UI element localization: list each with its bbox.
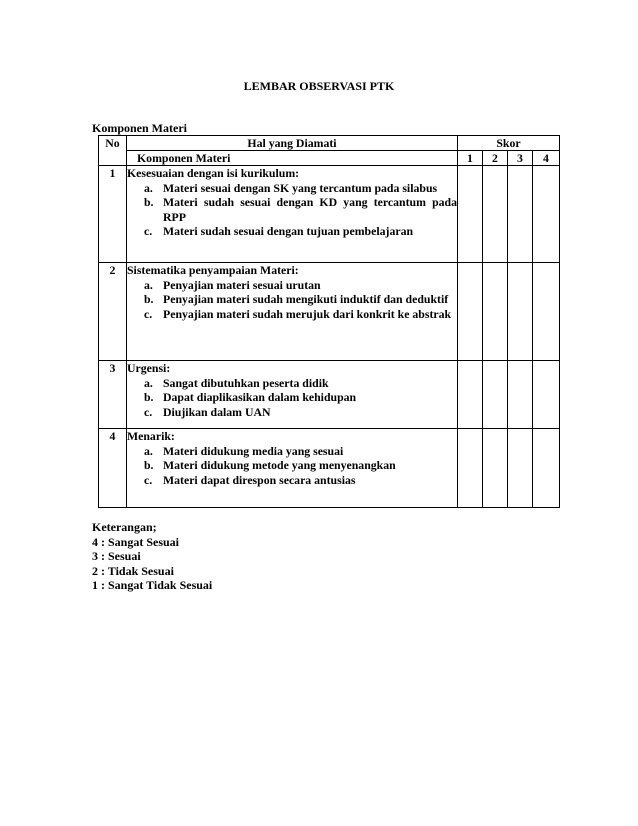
row-content [127,361,458,429]
header-score-1: 1 [458,151,483,166]
table-row [99,361,560,429]
row-heading: Sistematika penyampaian Materi: [127,263,299,277]
item-text: Materi didukung metode yang menyenangkan [163,458,396,472]
score-cell-4[interactable] [533,166,560,263]
list-item [127,458,457,473]
item-text: Materi sudah sesuai dengan KD yang tercantum pada RPP [163,195,457,224]
item-text: Materi dapat direspon secara antusias [163,472,356,487]
list-item [127,195,457,224]
item-letter: b. [144,195,154,209]
item-letter: c. [144,224,153,238]
option-list [127,278,457,322]
legend-item: 1 : Sangat Tidak Sesuai [92,578,213,593]
item-text: Penyajian materi sudah merujuk dari konkrit ke abstrak [163,306,452,321]
header-skor: Skor [458,136,560,151]
row-content [127,429,458,508]
score-cell-2[interactable] [483,166,508,263]
list-item [127,181,457,196]
list-item [127,292,457,307]
item-letter: c. [144,404,153,419]
list-item [127,376,457,391]
score-cell-3[interactable] [508,429,533,508]
table-row [99,429,560,508]
row-number: 3 [99,361,127,429]
row-number: 1 [99,166,127,263]
option-list [127,444,457,488]
subheader-row [99,151,560,166]
item-text: Penyajian materi sesuai urutan [163,277,321,292]
row-heading: Menarik: [127,429,175,443]
score-cell-4[interactable] [533,263,560,361]
table-row [99,263,560,361]
item-letter: a. [144,277,153,292]
header-score-4: 4 [533,151,560,166]
list-item [127,278,457,293]
row-number: 4 [99,429,127,508]
section-title: Komponen Materi [92,121,187,135]
item-text: Materi sudah sesuai dengan tujuan pembelajaran [163,224,414,238]
page-title: LEMBAR OBSERVASI PTK [243,79,395,93]
score-cell-4[interactable] [533,429,560,508]
row-heading: Kesesuaian dengan isi kurikulum: [127,166,300,180]
legend-item: 2 : Tidak Sesuai [92,563,174,578]
item-text: Sangat dibutuhkan peserta didik [163,375,329,390]
header-hal: Hal yang Diamati [127,136,458,151]
header-score-3: 3 [508,151,533,166]
row-number: 2 [99,263,127,361]
header-row [99,136,560,151]
score-cell-3[interactable] [508,166,533,263]
score-cell-2[interactable] [483,361,508,429]
option-list [127,376,457,420]
item-letter: a. [144,375,153,390]
item-letter: a. [144,180,153,195]
item-letter: b. [144,458,154,472]
list-item [127,390,457,405]
item-text: Diujikan dalam UAN [163,404,271,419]
option-list [127,181,457,239]
item-letter: c. [144,472,153,487]
score-cell-1[interactable] [458,361,483,429]
list-item [127,473,457,488]
legend-item: 4 : Sangat Sesuai [92,534,180,549]
row-heading: Urgensi: [127,361,171,375]
item-text: Materi didukung media yang sesuai [163,443,344,458]
item-text: Penyajian materi sudah mengikuti induktif dan deduktif [163,292,449,306]
legend [92,520,212,593]
list-item [127,444,457,459]
score-cell-2[interactable] [483,263,508,361]
score-cell-1[interactable] [458,166,483,263]
item-text: Materi sesuai dengan SK yang tercantum pada silabus [163,180,438,195]
row-content [127,166,458,263]
header-komponen-materi: Komponen Materi [127,151,458,166]
header-score-2: 2 [483,151,508,166]
score-cell-4[interactable] [533,361,560,429]
header-no: No [99,136,127,166]
score-cell-3[interactable] [508,361,533,429]
score-cell-1[interactable] [458,263,483,361]
item-letter: a. [144,443,153,458]
legend-title: Keterangan; [92,520,157,534]
row-content [127,263,458,361]
score-cell-3[interactable] [508,263,533,361]
observation-table [98,135,560,508]
score-cell-2[interactable] [483,429,508,508]
list-item [127,224,457,239]
item-letter: b. [144,390,154,404]
legend-item: 3 : Sesuai [92,549,141,564]
table-row [99,166,560,263]
item-letter: b. [144,292,154,306]
item-text: Dapat diaplikasikan dalam kehidupan [163,390,357,404]
score-cell-1[interactable] [458,429,483,508]
list-item [127,307,457,322]
item-letter: c. [144,306,153,321]
list-item [127,405,457,420]
